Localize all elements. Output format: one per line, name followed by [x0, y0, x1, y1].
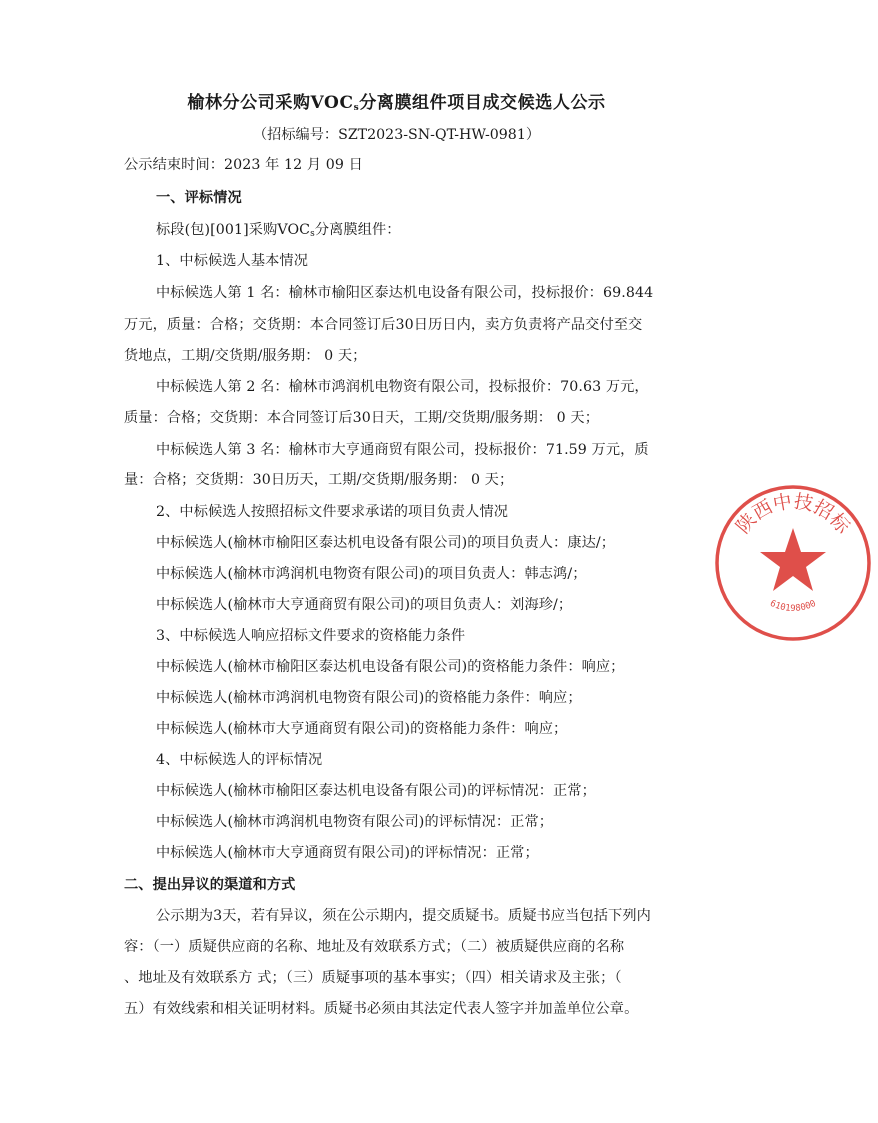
candidate-2-line-1: 中标候选人第 2 名：榆林市鸿润机电物资有限公司，投标报价：70.63 万元，	[156, 379, 649, 395]
section-heading-objection: 二、提出异议的渠道和方式	[124, 877, 296, 893]
candidate-1-line-3: 货地点，工期/交货期/服务期： 0 天；	[124, 348, 367, 364]
objection-paragraph-line-2: 容：（一）质疑供应商的名称、地址及有效联系方式；（二）被质疑供应商的名称	[124, 939, 625, 955]
seal-name-text: 陕西中技招标	[731, 490, 855, 538]
objection-paragraph-line-1: 公示期为3天，若有异议，须在公示期内，提交质疑书。质疑书应当包括下列内	[156, 908, 651, 924]
qualification-2: 中标候选人(榆林市鸿润机电物资有限公司)的资格能力条件：响应；	[156, 690, 582, 706]
official-seal-stamp	[708, 478, 878, 648]
candidate-2-line-2: 质量：合格；交货期：本合同签订后30日天，工期/交货期/服务期： 0 天；	[124, 410, 599, 426]
lot-description: 标段(包)[001]采购$VOC_s$分离膜组件：	[156, 222, 401, 239]
candidate-3-line-1: 中标候选人第 3 名：榆林市大亨通商贸有限公司，投标报价：71.59 万元，质	[156, 442, 649, 458]
candidate-3-line-2: 量：合格；交货期：30日历天，工期/交货期/服务期： 0 天；	[124, 472, 514, 488]
subsection-heading-basic-info: 1、中标候选人基本情况	[156, 253, 309, 269]
objection-paragraph-line-3: 、地址及有效联系方 式；（三）质疑事项的基本事实；（四）相关请求及主张；（	[124, 970, 622, 986]
qualification-1: 中标候选人(榆林市榆阳区泰达机电设备有限公司)的资格能力条件：响应；	[156, 659, 625, 675]
candidate-1-line-1: 中标候选人第 1 名：榆林市榆阳区泰达机电设备有限公司，投标报价：69.844	[156, 285, 654, 301]
evaluation-status-3: 中标候选人(榆林市大亨通商贸有限公司)的评标情况：正常；	[156, 845, 539, 861]
seal-number-text: 610198000	[768, 598, 818, 614]
evaluation-status-2: 中标候选人(榆林市鸿润机电物资有限公司)的评标情况：正常；	[156, 814, 554, 830]
project-manager-1: 中标候选人(榆林市榆阳区泰达机电设备有限公司)的项目负责人：康达/；	[156, 535, 616, 551]
page-title: 榆林分公司采购$VOC_s$分离膜组件项目成交候选人公示	[187, 93, 606, 113]
subsection-heading-evaluation-status: 4、中标候选人的评标情况	[156, 752, 323, 768]
subsection-heading-qualification: 3、中标候选人响应招标文件要求的资格能力条件	[156, 628, 466, 644]
tender-number: （招标编号：SZT2023-SN-QT-HW-0981）	[252, 127, 541, 143]
announcement-end-time: 公示结束时间：2023 年 12 月 09 日	[124, 157, 363, 173]
candidate-1-line-2: 万元，质量：合格；交货期：本合同签订后30日历日内，卖方负责将产品交付至交	[124, 317, 643, 333]
project-manager-3: 中标候选人(榆林市大亨通商贸有限公司)的项目负责人：刘海珍/；	[156, 597, 573, 613]
subsection-heading-project-manager: 2、中标候选人按照招标文件要求承诺的项目负责人情况	[156, 504, 509, 520]
evaluation-status-1: 中标候选人(榆林市榆阳区泰达机电设备有限公司)的评标情况：正常；	[156, 783, 596, 799]
seal-star-icon	[760, 528, 826, 591]
section-heading-evaluation: 一、评标情况	[156, 190, 242, 206]
objection-paragraph-line-4: 五）有效线索和相关证明材料。质疑书必须由其法定代表人签字并加盖单位公章。	[124, 1001, 639, 1017]
project-manager-2: 中标候选人(榆林市鸿润机电物资有限公司)的项目负责人：韩志鸿/；	[156, 566, 587, 582]
qualification-3: 中标候选人(榆林市大亨通商贸有限公司)的资格能力条件：响应；	[156, 721, 568, 737]
